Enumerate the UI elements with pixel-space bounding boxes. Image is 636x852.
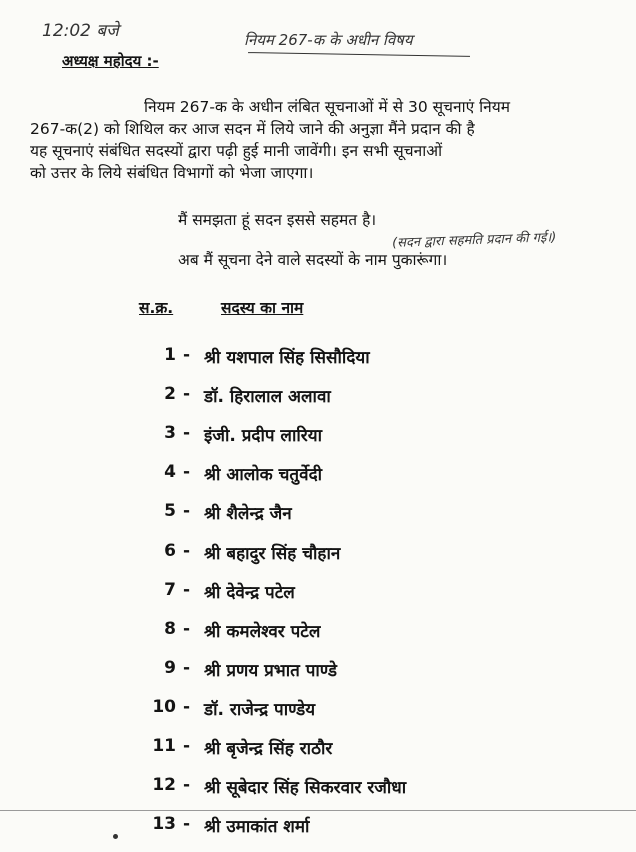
consent-line: मैं समझता हूं सदन इससे सहमत है। (178, 211, 377, 229)
row-dash: - (183, 501, 191, 522)
row-member-name: श्री यशपाल सिंह सिसौदिया (204, 348, 370, 368)
scan-divider (0, 810, 636, 811)
row-serial-number: 5 (164, 501, 176, 522)
row-dash: - (183, 814, 191, 835)
paragraph-line-4: को उत्तर के लिये संबंधित विभागों को भेजा जाएगा। (30, 164, 314, 182)
row-dash: - (183, 696, 191, 717)
row-dash: - (183, 540, 191, 561)
row-serial-number: 4 (164, 462, 176, 483)
row-serial-number: 8 (164, 618, 176, 639)
row-dash: - (183, 345, 191, 365)
paragraph-line-3: यह सूचनाएं संबंधित सदस्यों द्वारा पढ़ी हुई मानी जावेंगी। इन सभी सूचनाओं (30, 142, 443, 160)
row-serial-number: 12 (152, 775, 176, 796)
row-member-name: श्री बृजेन्द्र सिंह राठौर (204, 739, 333, 759)
subject-underline (248, 52, 470, 57)
row-member-name: इंजी. प्रदीप लारिया (204, 426, 322, 447)
row-serial-number: 13 (152, 814, 176, 835)
row-member-name: श्री प्रणय प्रभात पाण्डे (204, 660, 337, 681)
time-note: 12:02 बजे (42, 21, 119, 41)
row-dash: - (183, 423, 191, 444)
column-header-name: सदस्य का नाम (221, 299, 304, 317)
row-member-name: श्री बहादुर सिंह चौहान (204, 543, 341, 564)
row-member-name: डॉ. राजेन्द्र पाण्डेय (204, 699, 316, 720)
consent-note: (सदन द्वारा सहमति प्रदान की गई।) (391, 230, 557, 251)
row-serial-number: 3 (164, 423, 176, 444)
row-serial-number: 11 (152, 736, 176, 756)
callout-line: अब मैं सूचना देने वाले सदस्यों के नाम पुकारूंगा। (178, 251, 448, 269)
row-dash: - (183, 657, 191, 678)
column-header-sno: स.क्र. (139, 299, 174, 317)
paragraph-line-2: 267-क(2) को शिथिल कर आज सदन में लिये जाने की अनुज्ञा मैंने प्रदान की है (30, 120, 475, 138)
announcement-paragraph (30, 96, 562, 184)
row-serial-number: 9 (164, 657, 176, 678)
row-member-name: श्री सूबेदार सिंह सिकरवार रजौधा (204, 778, 407, 799)
row-dash: - (183, 462, 191, 483)
row-member-name: डॉ. हिरालाल अलावा (204, 387, 331, 408)
row-serial-number: 1 (164, 345, 176, 365)
paragraph-line-1: नियम 267-क के अधीन लंबित सूचनाओं में से 30 सूचनाएं नियम (144, 98, 510, 116)
salutation-text: अध्यक्ष महोदय :- (62, 52, 159, 70)
row-member-name: श्री देवेन्द्र पटेल (204, 582, 295, 603)
row-member-name: श्री आलोक चतुर्वेदी (204, 465, 323, 486)
row-serial-number: 2 (164, 384, 176, 405)
row-serial-number: 6 (164, 540, 176, 561)
row-member-name: श्री शैलेन्द्र जैन (204, 504, 292, 525)
row-dash: - (183, 618, 191, 639)
row-member-name: श्री कमलेश्वर पटेल (204, 621, 321, 642)
row-dash: - (183, 384, 191, 405)
subject-note: नियम 267-क के अधीन विषय (244, 31, 413, 49)
row-dash: - (183, 736, 191, 756)
row-serial-number: 7 (164, 579, 176, 600)
row-dash: - (183, 775, 191, 796)
row-member-name: श्री उमाकांत शर्मा (204, 817, 310, 838)
salutation (62, 51, 159, 71)
row-serial-number: 10 (152, 696, 176, 717)
scan-speck (113, 834, 118, 839)
row-dash: - (183, 579, 191, 600)
